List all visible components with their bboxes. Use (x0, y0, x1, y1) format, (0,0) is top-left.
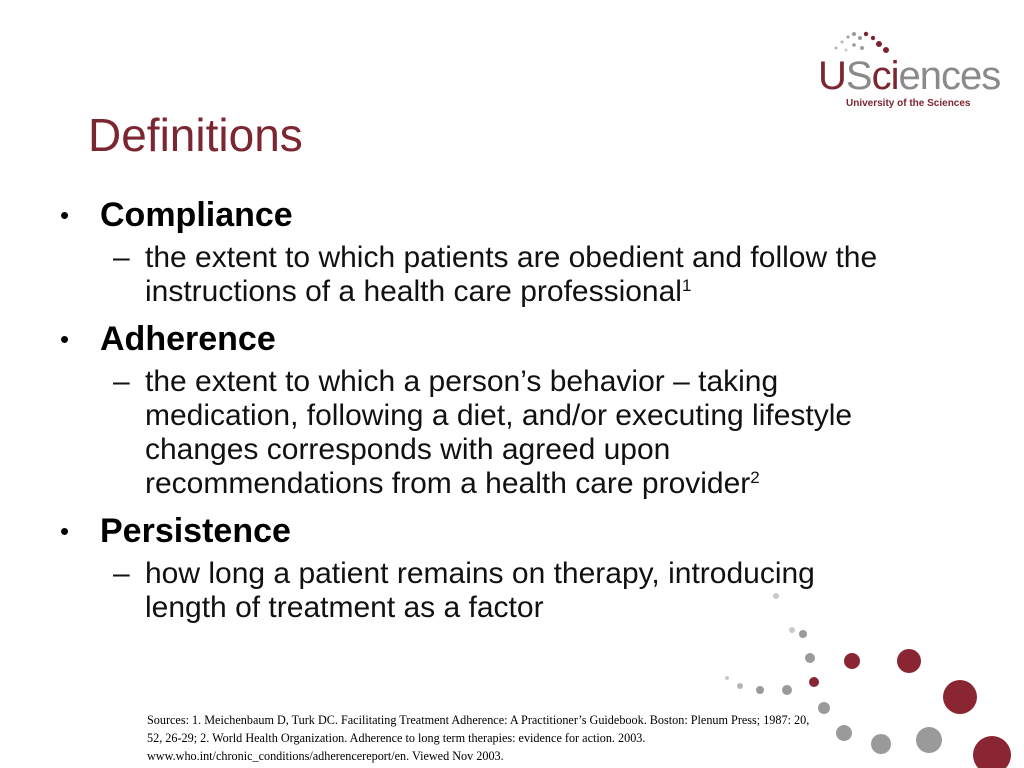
definition-persistence (105, 557, 890, 625)
dot (916, 727, 942, 753)
dot (756, 686, 764, 694)
slide-title: Definitions (88, 109, 303, 161)
dot (836, 725, 852, 741)
dot (943, 680, 977, 714)
definition-adherence (105, 365, 890, 501)
bullet-compliance (60, 195, 890, 235)
logo-wordmark (818, 56, 1000, 96)
definition-compliance (105, 241, 890, 309)
dash-icon: – (113, 557, 130, 590)
definition-text: the extent to which a person’s behavior – taking medication, following a diet, and/or executing lifestyle changes corresponds with agreed upon recommendations from a health care provider (145, 365, 853, 500)
logo-ci: ci (871, 54, 899, 98)
dot (725, 676, 729, 680)
definition-text: the extent to which patients are obedient and follow the instructions of a health care professional (145, 241, 878, 308)
definition-text: how long a patient remains on therapy, introducing length of treatment as a factor (145, 557, 815, 624)
bullet-icon: • (60, 516, 70, 546)
sources-footnote: Sources: 1. Meichenbaum D, Turk DC. Facilitating Treatment Adherence: A Practitioner’s Guidebook. Boston: Plenum Press; 1987: 20, 52, 26-29; 2. World Health Organization. Adherence to long term therapies: evidence for action. 2003. www.who.int/chronic_conditions/adherencereport/en. Viewed Nov 2003. (147, 713, 810, 763)
footnote-marker: 1 (681, 276, 692, 295)
bullet-persistence (60, 511, 890, 551)
dash-icon: – (113, 241, 130, 274)
dash-icon: – (113, 365, 130, 398)
dot (897, 649, 921, 673)
dot (782, 685, 792, 695)
bullet-list (60, 195, 890, 635)
term-label: Persistence (100, 512, 291, 550)
usciences-logo (812, 28, 1002, 114)
dot (805, 653, 815, 663)
logo-subtitle: University of the Sciences (846, 98, 971, 109)
term-label: Compliance (100, 196, 293, 234)
dot (973, 736, 1011, 768)
logo-ences: ences (898, 54, 1001, 98)
dot (818, 702, 830, 714)
footnote-marker: 2 (750, 468, 760, 487)
bullet-icon: • (60, 324, 70, 354)
term-label: Adherence (100, 320, 276, 358)
dot (871, 734, 891, 754)
dot (737, 683, 743, 689)
logo-s: S (845, 54, 872, 98)
dot (844, 653, 860, 669)
logo-u: U (818, 54, 846, 98)
bullet-icon: • (60, 200, 70, 230)
bullet-adherence (60, 319, 890, 359)
dot (809, 677, 819, 687)
